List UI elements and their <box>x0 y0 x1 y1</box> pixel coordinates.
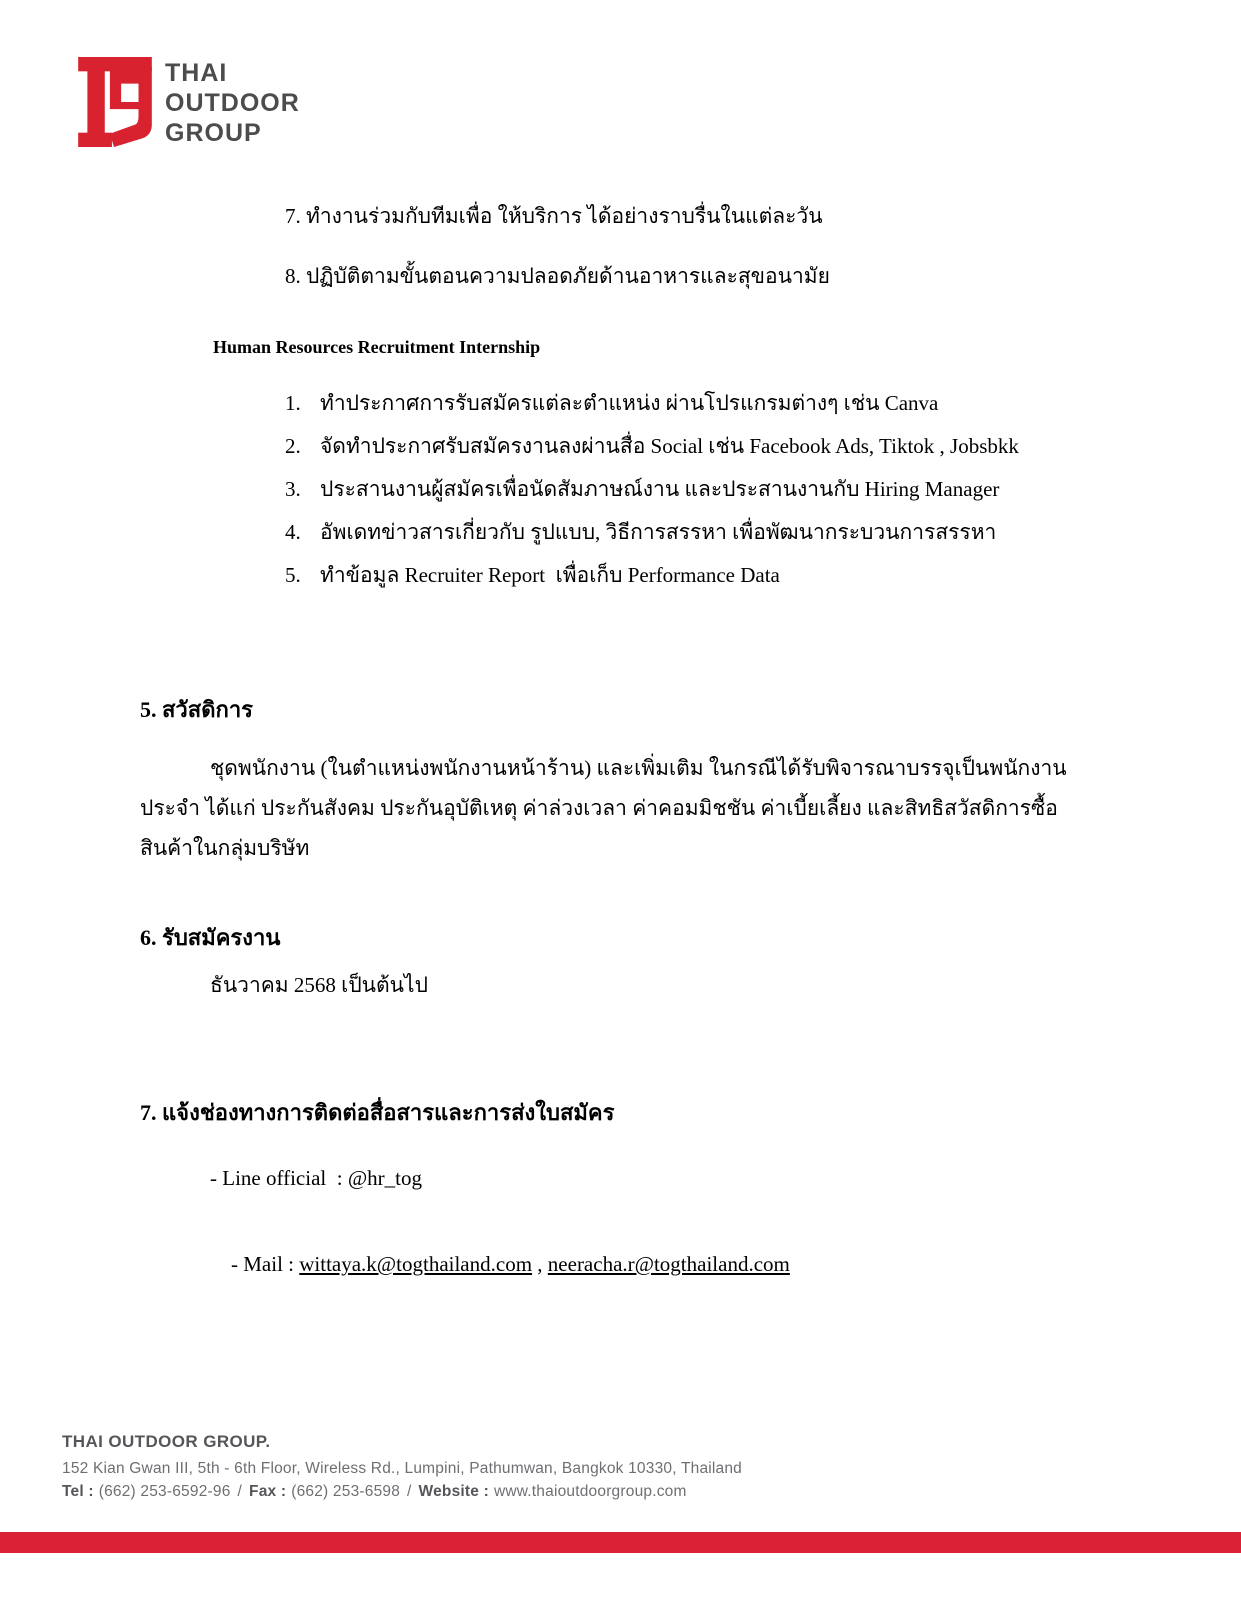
task-text: อัพเดทข่าวสารเกี่ยวกับ รูปแบบ, วิธีการสรรหา เพื่อพัฒนากระบวนการสรรหา <box>320 520 997 544</box>
website-label: Website : <box>418 1483 489 1500</box>
tel-value: (662) 253-6592-96 <box>98 1483 231 1500</box>
logo-line-2: OUTDOOR <box>165 89 300 117</box>
duty-item-7: 7. ทำงานร่วมกับทีมเพื่อ ให้บริการ ได้อย่างราบรื่นในแต่ละวัน <box>285 204 823 228</box>
logo-line-3: GROUP <box>165 119 262 147</box>
benefits-paragraph: ชุดพนักงาน (ในตำแหน่งพนักงานหน้าร้าน) และเพิ่มเติม ในกรณีได้รับพิจารณาบรรจุเป็นพนักงานประจำ ได้แก่ ประกันสังคม ประกันอุบัติเหตุ ค่าล่วงเวลา ค่าคอมมิชชัน ค่าเบี้ยเลี้ยง และสิทธิสวัสดิการซื้อสินค้าในกลุ่มบริษัท <box>140 756 1067 860</box>
email-separator: , <box>532 1252 548 1276</box>
recruitment-start-date: ธันวาคม 2568 เป็นต้นไป <box>210 973 428 997</box>
task-number: 3. <box>285 477 301 501</box>
email-link-2[interactable]: neeracha.r@togthailand.com <box>547 1252 790 1276</box>
fax-label: Fax : <box>249 1483 287 1500</box>
recruitment-heading: 6. รับสมัครงาน <box>140 925 281 950</box>
task-number: 5. <box>285 563 301 587</box>
footer-contact-line <box>62 1480 742 1503</box>
task-number: 4. <box>285 520 301 544</box>
internship-heading: Human Resources Recruitment Internship <box>213 337 541 357</box>
tog-logo-icon <box>78 57 152 147</box>
mail-label: - Mail : <box>231 1252 300 1276</box>
footer-separator: / <box>237 1483 243 1500</box>
mail-contact-line <box>210 1225 790 1303</box>
internship-task-list <box>285 390 1019 605</box>
footer-company-name: THAI OUTDOOR GROUP. <box>62 1432 271 1451</box>
logo-wordmark <box>165 58 300 148</box>
task-text: ทำประกาศการรับสมัครแต่ละตำแหน่ง ผ่านโปรแกรมต่างๆ เช่น Canva <box>320 391 939 415</box>
task-text: ประสานงานผู้สมัครเพื่อนัดสัมภาษณ์งาน และประสานงานกับ Hiring Manager <box>320 477 1000 501</box>
internship-task-row <box>285 390 1019 433</box>
tel-label: Tel : <box>62 1483 94 1500</box>
line-official-contact: - Line official : @hr_tog <box>210 1166 422 1190</box>
contact-heading: 7. แจ้งช่องทางการติดต่อสื่อสารและการส่งใบสมัคร <box>140 1100 615 1125</box>
internship-task-row <box>285 519 1019 562</box>
website-value: www.thaioutdoorgroup.com <box>493 1483 687 1500</box>
footer-accent-bar <box>0 1532 1241 1553</box>
task-number: 2. <box>285 434 301 458</box>
company-logo <box>78 57 300 148</box>
duty-item-8: 8. ปฏิบัติตามขั้นตอนความปลอดภัยด้านอาหารและสุขอนามัย <box>285 264 830 288</box>
logo-line-1: THAI <box>165 59 228 87</box>
footer-address: 152 Kian Gwan III, 5th - 6th Floor, Wireless Rd., Lumpini, Pathumwan, Bangkok 10330, Thailand <box>62 1460 743 1477</box>
email-link-1[interactable]: wittaya.k@togthailand.com <box>299 1252 533 1276</box>
internship-task-row <box>285 476 1019 519</box>
task-text: จัดทำประกาศรับสมัครงานลงผ่านสื่อ Social เช่น Facebook Ads, Tiktok , Jobsbkk <box>320 434 1019 458</box>
benefits-heading: 5. สวัสดิการ <box>140 697 253 722</box>
fax-value: (662) 253-6598 <box>291 1483 401 1500</box>
internship-task-row <box>285 433 1019 476</box>
footer-separator: / <box>407 1483 412 1500</box>
task-text: ทำข้อมูล Recruiter Report เพื่อเก็บ Performance Data <box>320 563 780 587</box>
page-footer <box>62 1432 742 1503</box>
internship-task-row <box>285 562 1019 605</box>
task-number: 1. <box>285 391 301 415</box>
